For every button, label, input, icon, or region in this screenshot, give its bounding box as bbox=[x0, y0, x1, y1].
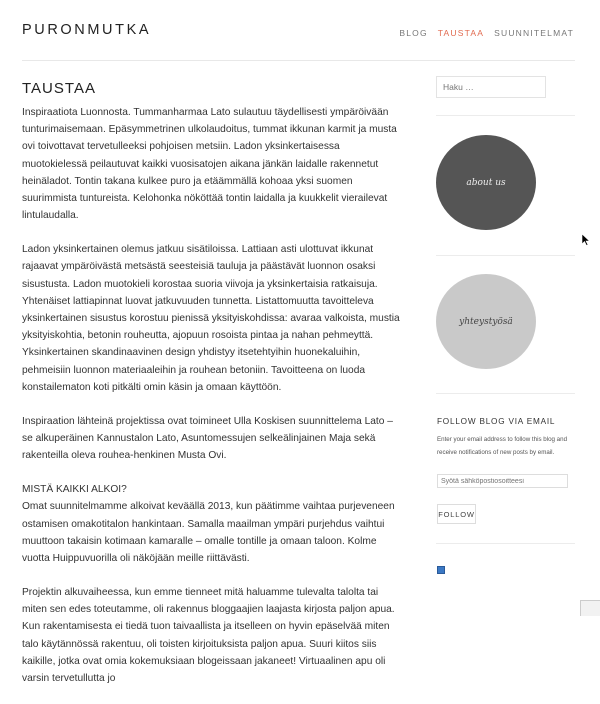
follow-heading: FOLLOW BLOG VIA EMAIL bbox=[437, 417, 556, 426]
follow-description: Enter your email address to follow this blog and receive notifications of new posts by email. bbox=[437, 436, 568, 456]
paragraph-4 bbox=[22, 481, 405, 567]
sidebar-divider bbox=[436, 393, 575, 394]
paragraph-3: Inspiraation lähteinä projektissa ovat toimineet Ulla Koskisen suunnittelema Lato – se alkuperäinen Kannustalon Lato, Asuntomessujen selkeälinjainen Maja sekä rakenteilla oleva rouhea-henkinen Musta Ovi. bbox=[22, 415, 393, 462]
article bbox=[22, 80, 405, 704]
contact-circle[interactable] bbox=[436, 274, 536, 369]
nav-item-taustaa[interactable]: TAUSTAA bbox=[437, 28, 485, 38]
sidebar-divider bbox=[436, 543, 575, 544]
paragraph-1: Inspiraatiota Luonnosta. Tummanharmaa Lato sulautuu täydellisesti ympäröivään tunturimaisemaan. Epäsymmetrinen ulkolaudoitus, tummat ikkunan karmit ja musta ovi toivottavat tervetulleeksi pohjoisen metsiin. Ladon yksinkertaisessa muotokielessä peilautuvat kaikki vuosisatojen aikana jänkän laidalle rakennetut heinäladot. Tontin takana kulkee puro ja etäämmällä kohoaa yksi suomen suurimmista tuntureista. Kelohonka nököttää tontin laidalla ja kuukkelit vierailevat lintulaudalla. bbox=[22, 107, 397, 222]
paragraph-5: Projektin alkuvaiheessa, kun emme tienneet mitä haluamme tulevalta talolta tai miten sen edes toteutamme, oli rakennus bloggaajien laajasta kirjosta paljon apua. Kun rakentamisesta ei tiedä tuon taivaallista ja itselleen on hyvin epäselvää miten talo käytännössä rakentuu, oli toisten kirjoituksista paljon apua. Suuri kiitos siis kaikille, jotka ovat omia kokemuksiaan blogeissaan jakaneet! Virtuaalinen apu oli varsin tervetullutta jo bbox=[22, 587, 395, 685]
widget-icon[interactable] bbox=[437, 566, 445, 574]
paragraph-4-text: Omat suunnitelmamme alkoivat keväällä 2013, kun päätimme vaihtaa purjeveneen ostamisen omakotitalon hankintaan. Samalla maailman ympäri purjehdus vaihtui muuttoon takaisin kotimaan kamaralle – omalle tontille ja omaan taloon. Kolme vuotta Huippuvuorilla oli näköjään meille riittävästi. bbox=[22, 501, 395, 565]
window-corner bbox=[580, 600, 600, 616]
nav-item-blog[interactable]: BLOG bbox=[399, 28, 428, 38]
page-title: TAUSTAA bbox=[22, 80, 96, 97]
contact-label: yhteystyösä bbox=[459, 316, 513, 327]
email-field[interactable] bbox=[437, 474, 568, 488]
sidebar-divider bbox=[436, 115, 575, 116]
paragraph-2: Ladon yksinkertainen olemus jatkuu sisätiloissa. Lattiaan asti ulottuvat ikkunat rajaavat ympäröivästä metsästä seesteisiä tauluja ja päästävät luonnon osaksi sisustusta. Ladon muotokieli korostaa suoria viivoja ja yksinkertaisia ratkaisuja. Yhtenäiset lattiapinnat luovat jatkuvuuden tunnetta. Listattomuutta tavoitteleva yksinkertainen sisustus korostuu pienissä yksityiskohdissa: avaraa valkoista, mustia yksityiskohtia, betonin rouheutta, ajopuun rosoista pintaa ja nahan pehmeyttä. Yksinkertainen skandinaavinen design yhdistyy itsetehtyihin huonekaluihin, pehmeisiin luonnon materiaaleihin ja rouhean betoniin. Tavoitteena on luoda konstailematon koti pitkälti omin käsin ja omaan käyttöön. bbox=[22, 244, 400, 393]
cursor-icon bbox=[582, 234, 590, 246]
header-divider bbox=[22, 60, 575, 61]
about-us-label: about us bbox=[466, 177, 506, 188]
about-us-circle[interactable] bbox=[436, 135, 536, 230]
section-heading: MISTÄ KAIKKI ALKOI? bbox=[22, 484, 127, 496]
site-title[interactable]: PURONMUTKA bbox=[22, 22, 152, 38]
sidebar-divider bbox=[436, 255, 575, 256]
follow-button[interactable]: FOLLOW bbox=[437, 504, 476, 524]
nav-item-suunnitelmat[interactable]: SUUNNITELMAT bbox=[494, 28, 574, 38]
main-nav bbox=[399, 28, 574, 38]
search-input[interactable] bbox=[436, 76, 546, 98]
